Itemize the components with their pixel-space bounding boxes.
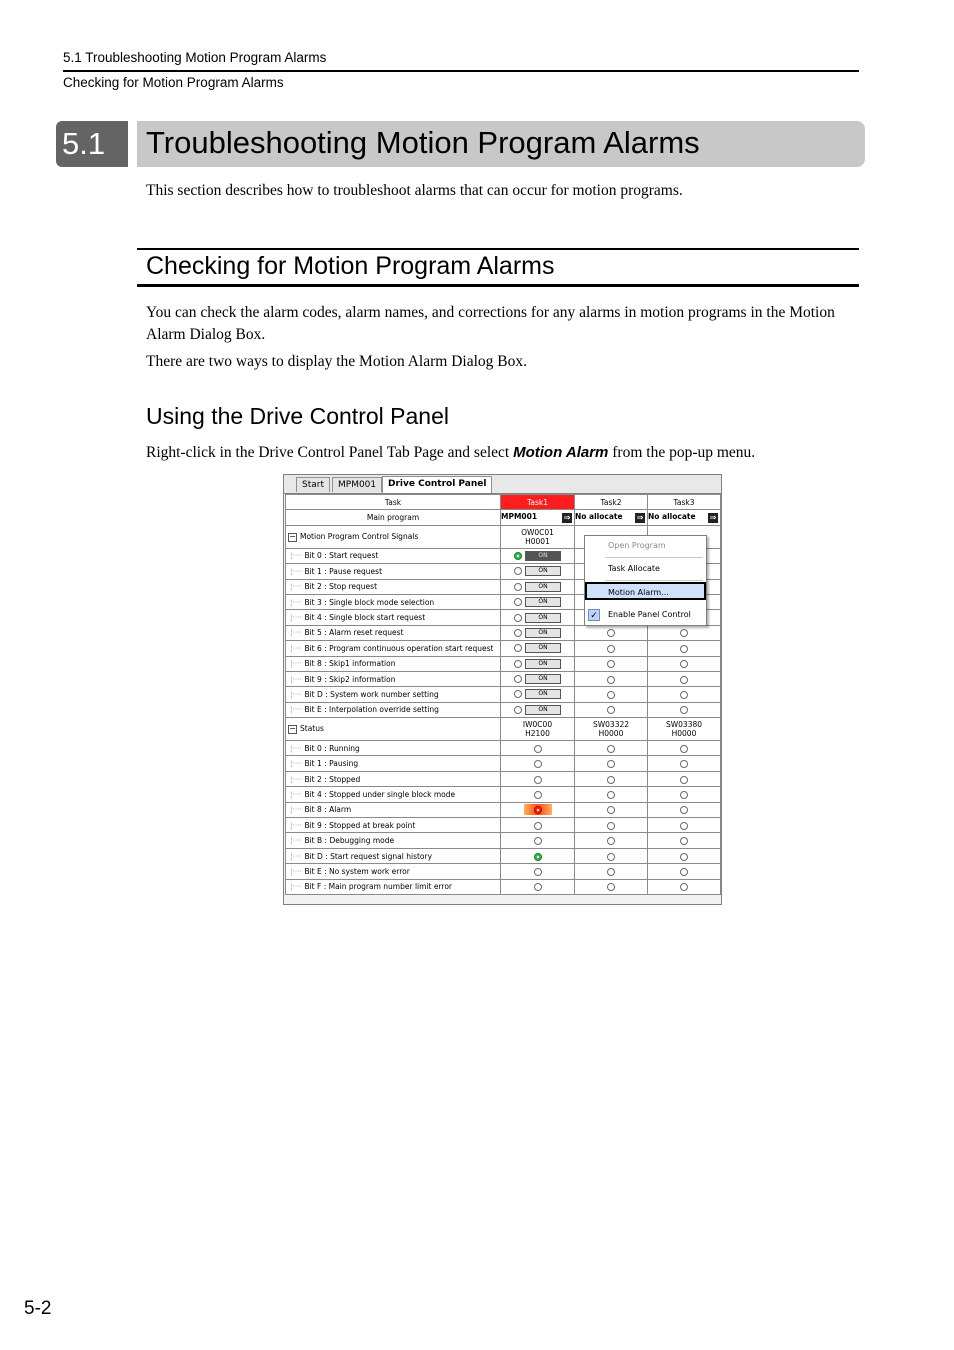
status-indicator [607,706,615,714]
signal-label-cell [286,818,501,833]
section-intro: This section describes how to troubleshoot alarms that can occur for motion programs. [146,182,683,199]
tree-connector: ¦···· [290,597,305,607]
on-button[interactable]: ON [525,597,561,607]
status-indicator [607,629,615,637]
tree-connector: ¦···· [290,866,305,876]
control-address-register: OW0C01 [521,527,554,537]
signal-label: Bit 2 : Stopped [304,774,361,784]
status-label: Status [300,724,324,734]
signal-label: Bit B : Debugging mode [304,836,395,846]
status-indicator [680,822,688,830]
tree-connector: ¦···· [290,705,305,715]
on-button[interactable]: ON [525,582,561,592]
task1-signal-cell [501,610,575,625]
status-address-register: SW03380 [665,720,703,730]
signal-cell [648,625,721,640]
task2-main-program[interactable] [575,510,648,525]
control-signal-row [286,656,721,671]
subsection-rule-bottom [137,284,859,287]
menu-item-motion-alarm[interactable] [585,582,706,600]
task1-signal-cell [501,625,575,640]
status-indicator [680,629,688,637]
signal-label: Bit 0 : Running [304,743,360,753]
signal-indicator [514,660,522,668]
signal-label: Bit D : Start request signal history [304,851,433,861]
status-indicator [680,791,688,799]
status-indicator [534,822,542,830]
status-indicator [607,760,615,768]
signal-label: Bit 3 : Single block mode selection [304,597,435,607]
task1-signal-cell [501,641,575,656]
signal-cell [501,771,575,786]
control-signals-label: Motion Program Control Signals [300,532,419,542]
signal-cell [648,771,721,786]
status-row [286,879,721,894]
signal-indicator [514,614,522,622]
signal-cell [501,833,575,848]
signal-cell [501,848,575,863]
menu-item-label: Open Program [608,541,666,550]
status-row [286,864,721,879]
tab-start[interactable]: Start [296,477,330,492]
on-button[interactable]: ON [525,659,561,669]
task1-status-address [501,718,575,741]
tree-connector: ¦···· [290,674,305,684]
on-button[interactable]: ON [525,628,561,638]
tree-connector: ¦···· [290,566,305,576]
signal-label: Bit 9 : Stopped at break point [304,820,416,830]
tree-connector: ¦···· [290,582,305,592]
header-rule [63,70,859,72]
signal-cell [501,787,575,802]
signal-cell [575,833,648,848]
status-indicator [607,791,615,799]
menu-item-label: Enable Panel Control [608,610,691,619]
status-indicator [680,660,688,668]
running-header-subsection: Checking for Motion Program Alarms [63,75,284,90]
control-signal-row [286,625,721,640]
status-address-value: H0000 [598,729,624,739]
tab-drive-control-panel[interactable]: Drive Control Panel [382,476,492,493]
status-indicator [607,745,615,753]
task3-status-address [648,718,721,741]
status-indicator [680,676,688,684]
status-indicator [607,691,615,699]
signal-cell [575,864,648,879]
status-row [286,818,721,833]
signal-label: Bit 4 : Stopped under single block mode [304,789,456,799]
signal-indicator [514,567,522,575]
signal-cell [648,879,721,894]
context-menu [584,535,707,626]
signal-cell [575,702,648,717]
signal-label-cell [286,702,501,717]
task1-main-program[interactable] [501,510,575,525]
checkmark-icon: ✓ [588,609,600,621]
status-indicator [680,645,688,653]
control-signal-row [286,687,721,702]
signal-cell [575,641,648,656]
menu-item-open-program[interactable] [585,537,706,555]
control-signal-row [286,702,721,717]
menu-separator [605,557,703,558]
signal-cell [648,787,721,802]
task1-signal-cell [501,594,575,609]
status-indicator [534,883,542,891]
tab-mpm001[interactable]: MPM001 [332,477,382,492]
status-indicator [534,853,542,861]
tree-connector: ¦···· [290,774,305,784]
status-indicator [680,853,688,861]
on-button[interactable]: ON [525,689,561,699]
status-indicator [534,760,542,768]
control-signals-group[interactable] [286,525,501,548]
signal-label-cell [286,879,501,894]
status-indicator [680,883,688,891]
signal-cell [575,848,648,863]
tree-connector: ¦···· [290,613,305,623]
signal-cell [575,756,648,771]
status-address-register: SW03322 [592,720,630,730]
signal-label-cell [286,787,501,802]
status-indicator [607,868,615,876]
signal-label-cell [286,548,501,563]
menu-item-label: Task Allocate [608,564,660,573]
status-indicator [680,868,688,876]
task1-signal-cell [501,702,575,717]
page-number: 5-2 [24,1298,52,1319]
signal-label-cell [286,579,501,594]
task1-control-address [501,525,575,548]
paragraph-two-ways: There are two ways to display the Motion Alarm Dialog Box. [146,353,527,370]
task2-header[interactable]: Task2 [575,495,648,510]
status-indicator [534,837,542,845]
signal-label-cell [286,564,501,579]
signal-cell [501,741,575,756]
task2-program-name: No allocate [575,512,623,522]
status-indicator [607,776,615,784]
signal-label-cell [286,756,501,771]
tree-connector: ¦···· [290,628,305,638]
tree-connector: ¦···· [290,659,305,669]
on-button[interactable]: ON [525,551,561,561]
task1-signal-cell [501,548,575,563]
instruction-text-after: from the pop-up menu. [608,444,756,461]
running-header-section: 5.1 Troubleshooting Motion Program Alarms [63,50,327,65]
status-indicator [534,806,542,814]
signal-cell [648,702,721,717]
signal-cell [575,687,648,702]
task3-header[interactable]: Task3 [648,495,721,510]
menu-item-task-allocate[interactable] [585,560,706,578]
collapse-icon[interactable]: − [289,723,296,733]
signal-label-cell [286,833,501,848]
signal-cell [648,687,721,702]
drive-control-panel-screenshot [283,474,722,905]
status-address-value: H2100 [525,729,550,739]
tree-connector: ¦···· [290,851,305,861]
control-signal-row [286,641,721,656]
status-indicator [534,776,542,784]
signal-cell [648,641,721,656]
task2-status-address [575,718,648,741]
status-indicator [680,806,688,814]
tab-bar [284,475,721,494]
signal-label-cell [286,741,501,756]
signal-indicator [514,629,522,637]
task3-program-name: No allocate [648,512,696,522]
status-indicator [607,853,615,861]
signal-label-cell [286,656,501,671]
control-address-value: H0001 [525,536,550,546]
instruction-menu-item-name: Motion Alarm [513,444,609,461]
task-header-label: Task [286,495,501,510]
signal-label: Bit 4 : Single block start request [304,613,426,623]
signal-label: Bit D : System work number setting [304,689,439,699]
signal-indicator [514,644,522,652]
tree-connector: ¦···· [290,551,305,561]
signal-label-cell [286,771,501,786]
status-row [286,771,721,786]
signal-cell [501,879,575,894]
signal-cell [575,656,648,671]
status-address-value: H0000 [671,729,697,739]
tree-connector: ¦···· [290,836,305,846]
status-indicator [607,822,615,830]
menu-item-enable-panel-control[interactable] [585,606,706,624]
signal-cell [501,756,575,771]
signal-cell [648,848,721,863]
signal-label: Bit E : No system work error [304,866,410,876]
status-indicator [680,745,688,753]
signal-cell [648,833,721,848]
signal-cell [501,818,575,833]
paragraph-instruction [146,444,755,462]
signal-cell [575,818,648,833]
section-title: Troubleshooting Motion Program Alarms [146,125,700,160]
paragraph-alarm-check: You can check the alarm codes, alarm names, and corrections for any alarms in motion programs in the Motion Alarm Dialog Box. [146,304,835,343]
signal-cell [648,671,721,686]
signal-indicator [514,690,522,698]
signal-label-cell [286,671,501,686]
on-button[interactable]: ON [525,705,561,715]
status-group[interactable] [286,718,501,741]
signal-label-cell [286,594,501,609]
signal-cell [575,879,648,894]
task1-signal-cell [501,687,575,702]
signal-cell [501,864,575,879]
status-group-row [286,718,721,741]
menu-item-label: Motion Alarm... [608,588,669,597]
tree-connector: ¦···· [290,820,305,830]
status-row [286,833,721,848]
status-indicator [607,883,615,891]
signal-label: Bit 8 : Alarm [304,805,352,815]
status-row [286,756,721,771]
status-indicator [607,676,615,684]
tree-connector: ¦···· [290,689,305,699]
signal-label: Bit 6 : Program continuous operation start request [304,643,494,653]
signal-cell [648,864,721,879]
signal-cell [648,741,721,756]
collapse-icon[interactable]: − [289,531,296,541]
main-program-row [286,510,721,525]
on-button[interactable]: ON [525,566,561,576]
task1-program-name: MPM001 [501,512,538,522]
status-indicator [607,645,615,653]
signal-label: Bit F : Main program number limit error [304,882,452,892]
signal-label: Bit 8 : Skip1 information [304,659,396,669]
section-number: 5.1 [56,121,128,167]
signal-indicator [514,706,522,714]
status-indicator [534,791,542,799]
signal-label-cell [286,687,501,702]
signal-label: Bit 1 : Pausing [304,759,359,769]
signal-cell [648,656,721,671]
status-row [286,741,721,756]
signal-cell [648,756,721,771]
signal-indicator [514,598,522,606]
status-indicator [680,691,688,699]
on-button[interactable]: ON [525,674,561,684]
tree-connector: ¦···· [290,789,305,799]
signal-indicator [514,552,522,560]
task1-signal-cell [501,656,575,671]
signal-cell [648,802,721,817]
signal-indicator [514,583,522,591]
signal-label-cell [286,610,501,625]
subsubsection-title: Using the Drive Control Panel [146,403,449,429]
signal-indicator [514,675,522,683]
status-row [286,802,721,817]
task1-signal-cell [501,671,575,686]
status-indicator [607,806,615,814]
signal-label: Bit 5 : Alarm reset request [304,628,404,638]
signal-label-cell [286,848,501,863]
subsection-rule-top [137,248,859,250]
signal-label: Bit 0 : Start request [304,551,379,561]
menu-separator [605,580,703,581]
instruction-text-before: Right-click in the Drive Control Panel Tab Page and select [146,444,514,461]
open-program-icon[interactable]: ⇒ [563,513,571,523]
control-signal-row [286,671,721,686]
status-address-register: IW0C00 [522,720,553,730]
tree-connector: ¦···· [290,643,305,653]
signal-label-cell [286,641,501,656]
on-button[interactable]: ON [525,643,561,653]
task3-main-program[interactable] [648,510,721,525]
signal-label: Bit E : Interpolation override setting [304,705,439,715]
status-indicator [534,745,542,753]
status-indicator [534,868,542,876]
open-program-icon[interactable]: ⇒ [709,513,717,523]
status-indicator [680,760,688,768]
status-indicator [680,837,688,845]
tree-connector: ¦···· [290,882,305,892]
signal-cell [575,671,648,686]
alarm-highlight [524,804,552,815]
status-indicator [607,660,615,668]
task-header-row [286,495,721,510]
signal-cell [575,741,648,756]
signal-cell [501,802,575,817]
signal-label: Bit 9 : Skip2 information [304,674,396,684]
signal-label-cell [286,625,501,640]
open-program-icon[interactable]: ⇒ [636,513,644,523]
task1-header[interactable]: Task1 [501,495,575,510]
signal-label: Bit 2 : Stop request [304,582,378,592]
signal-label-cell [286,864,501,879]
subsection-title: Checking for Motion Program Alarms [146,252,555,280]
status-indicator [680,776,688,784]
status-row [286,787,721,802]
signal-cell [575,802,648,817]
task1-signal-cell [501,579,575,594]
signal-label-cell [286,802,501,817]
tree-connector: ¦···· [290,743,305,753]
signal-cell [575,787,648,802]
task1-signal-cell [501,564,575,579]
signal-cell [575,771,648,786]
on-button[interactable]: ON [525,613,561,623]
main-program-label: Main program [286,510,501,525]
status-indicator [680,706,688,714]
signal-cell [648,818,721,833]
status-indicator [607,837,615,845]
signal-cell [575,625,648,640]
tree-connector: ¦···· [290,805,305,815]
status-row [286,848,721,863]
signal-label: Bit 1 : Pause request [304,566,383,576]
tree-connector: ¦···· [290,759,305,769]
